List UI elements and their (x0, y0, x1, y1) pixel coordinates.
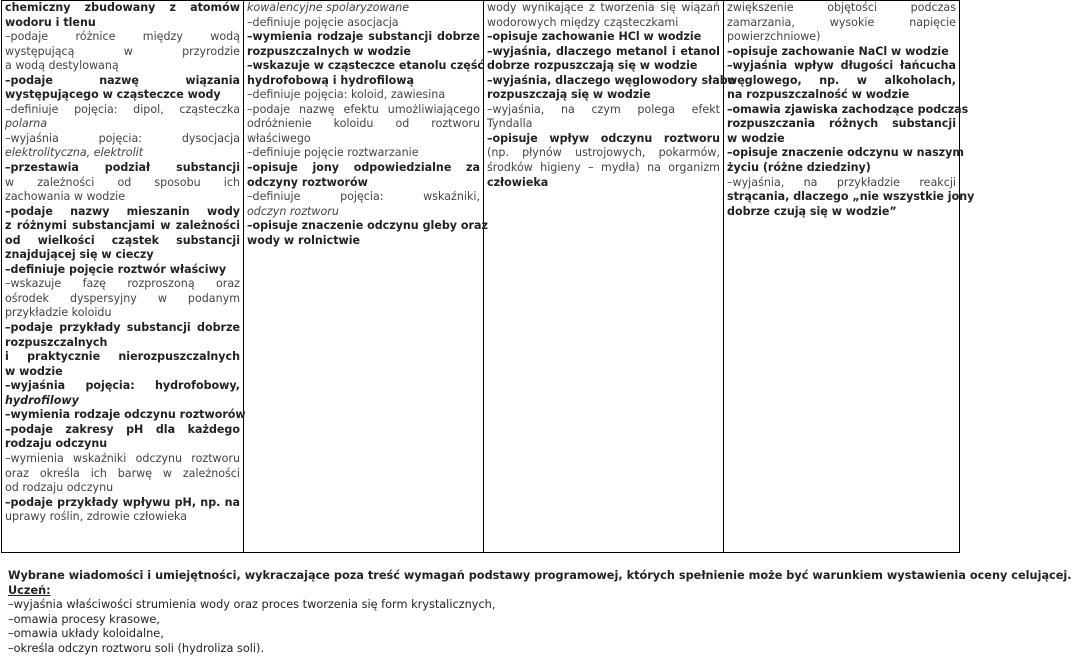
requirement-line: –definiuje pojęcie asocjacja (247, 15, 399, 29)
requirement-line: –wyjaśnia, dlaczego metanol i etanol (487, 44, 720, 58)
requirement-line: –opisuje zachowanie NaCl w wodzie (727, 44, 949, 58)
requirement-line: występującą w przyrodzie (5, 44, 240, 58)
requirements-row (2, 1, 960, 553)
requirement-line: –przestawia podział substancji (5, 161, 240, 175)
requirement-line: –podaje zakresy pH dla każdego (5, 422, 240, 436)
requirement-line: właściwego (247, 131, 311, 145)
requirement-line: wody w rolnictwie (247, 233, 361, 247)
requirement-line: –definiuje pojęcie roztwarzanie (247, 146, 419, 160)
requirement-line: –wyjaśnia, dlaczego węglowodory słabo (487, 73, 736, 87)
requirement-line: –wskazuje fazę rozproszoną oraz (5, 277, 240, 291)
requirement-line: zwiększenie objętości podczas (727, 1, 956, 14)
requirements-column-1 (2, 1, 244, 553)
requirement-line: rozpuszczają się w wodzie (487, 88, 651, 102)
footer-section (8, 569, 1072, 657)
requirement-line: –definiuje pojęcia: dipol, cząsteczka (5, 102, 240, 116)
requirement-line: w wodzie (727, 131, 785, 145)
requirement-line: –opisuje znaczenie odczynu gleby oraz (247, 219, 488, 233)
requirements-table (1, 0, 975, 553)
requirement-line: –podaje przykłady wpływu pH, np. na (5, 495, 240, 509)
requirement-line: na rozpuszczalność w wodzie (727, 88, 910, 102)
requirements-column-4 (724, 1, 975, 553)
requirement-line: –wyjaśnia pojęcia: dysocjacja (5, 131, 240, 145)
requirement-line: węglowego, np. w alkoholach, (727, 73, 956, 87)
requirement-line: odczyn roztworu (247, 204, 339, 218)
requirement-line: człowieka (487, 175, 549, 189)
requirement-line: hydrofobową i hydrofilową (247, 73, 414, 87)
requirement-line: dobrze rozpuszczają się w wodzie (487, 59, 698, 73)
requirement-line: uprawy roślin, zdrowie człowieka (5, 510, 188, 524)
requirement-line: –podaje przykłady substancji dobrze (5, 321, 240, 335)
requirements-column-3 (484, 1, 736, 553)
requirement-line: –wyjaśnia, na przykładzie reakcji (727, 175, 956, 189)
requirement-line: –wymienia wskaźniki odczynu roztworu (5, 451, 240, 465)
requirement-line: –opisuje wpływ odczynu roztworu (487, 131, 720, 145)
requirement-line: –podaje nazwę wiązania (5, 73, 240, 87)
requirement-line: powierzchniowe) (727, 30, 821, 44)
requirement-line: zamarzania, wysokie napięcie (727, 15, 956, 29)
requirement-line: wody wynikające z tworzenia się wiązań (487, 1, 720, 14)
requirement-line: w wodzie (5, 364, 63, 378)
requirement-line: –opisuje zachowanie HCl w wodzie (487, 30, 702, 44)
requirement-line: rozpuszczalnych w wodzie (247, 44, 411, 58)
requirement-line: od wielkości cząstek substancji (5, 233, 240, 247)
requirement-line: –definiuje pojęcie roztwór właściwy (5, 262, 227, 276)
requirement-line: –podaje nazwę efektu umożliwiającego (247, 102, 480, 116)
requirement-line: chemiczny zbudowany z atomów (5, 1, 240, 14)
requirement-line: odróżnienie koloidu od roztworu (247, 117, 480, 131)
requirement-line: –omawia zjawiska zachodzące podczas (727, 102, 969, 116)
requirement-line: Tyndalla (487, 117, 533, 131)
requirement-line: (np. płynów ustrojowych, pokarmów, (487, 146, 720, 160)
student-label: Uczeń: (8, 583, 51, 597)
requirement-line: wodoru i tlenu (5, 15, 96, 29)
requirement-line: i praktycznie nierozpuszczalnych (5, 350, 240, 364)
requirements-column-2 (244, 1, 488, 553)
requirement-line: –podaje nazwy mieszanin wody (5, 204, 240, 218)
requirement-line: –wskazuje w cząsteczce etanolu część (247, 59, 484, 73)
requirement-line: –wymienia rodzaje odczynu roztworów (5, 408, 246, 422)
requirement-line: kowalencyjne spolaryzowane (247, 1, 410, 14)
requirement-line: hydrofilowy (5, 393, 79, 407)
requirement-line: występującego w cząsteczce wody (5, 88, 221, 102)
requirement-line: –wyjaśnia pojęcia: hydrofobowy, (5, 379, 240, 393)
requirement-line: elektrolityczna, elektrolit (5, 146, 144, 160)
requirement-line: z różnymi substancjami w zależności (5, 219, 240, 233)
footer-item: –określa odczyn roztworu soli (hydroliza soli). (8, 641, 265, 655)
requirement-line: środków higieny – mydła) na organizm (487, 161, 720, 175)
requirement-line: rozpuszczalnych (5, 335, 108, 349)
requirement-line: dobrze czują się w wodzie” (727, 204, 897, 218)
footer-item: –omawia układy koloidalne, (8, 627, 164, 641)
requirement-line: strącania, dlaczego „nie wszystkie jony (727, 190, 975, 204)
requirement-line: życiu (różne dziedziny) (727, 161, 871, 175)
requirement-line: –definiuje pojęcia: wskaźniki, (247, 190, 480, 204)
requirement-line: –podaje różnice między wodą (5, 30, 240, 44)
requirement-line: polarna (5, 117, 48, 131)
requirement-line: przykładzie koloidu (5, 306, 112, 320)
requirement-line: rodzaju odczynu (5, 437, 108, 451)
requirement-line: znajdującej się w cieczy (5, 248, 154, 262)
requirement-line: od rodzaju odczynu (5, 481, 114, 495)
requirement-line: –wyjaśnia wpływ długości łańcucha (727, 59, 956, 73)
footer-item: –omawia procesy krasowe, (8, 612, 160, 626)
requirement-line: –wymienia rodzaje substancji dobrze (247, 30, 480, 44)
requirement-line: –wyjaśnia, na czym polega efekt (487, 102, 720, 116)
requirement-line: –opisuje znaczenie odczynu w naszym (727, 146, 964, 160)
requirement-line: –definiuje pojęcia: koloid, zawiesina (247, 88, 446, 102)
requirement-line: ośrodek dyspersyjny w podanym (5, 291, 240, 305)
requirement-line: rozpuszczania różnych substancji (727, 117, 956, 131)
footer-heading: Wybrane wiadomości i umiejętności, wykraczające poza treść wymagań podstawy programowej, których spełnienie może być warunkiem wystawienia oceny celującej. (8, 569, 1072, 582)
requirement-line: zachowania w wodzie (5, 190, 126, 204)
requirement-line: oraz określa ich barwę w zależności (5, 466, 240, 480)
requirement-line: odczyny roztworów (247, 175, 368, 189)
requirement-line: w zależności od sposobu ich (5, 175, 240, 189)
requirement-line: wodorowych między cząsteczkami (487, 15, 679, 29)
footer-item: –wyjaśnia właściwości strumienia wody oraz proces tworzenia się form krystalicznych, (8, 598, 496, 612)
requirement-line: a wodą destylowaną (5, 59, 119, 73)
requirement-line: –opisuje jony odpowiedzialne za (247, 161, 480, 175)
